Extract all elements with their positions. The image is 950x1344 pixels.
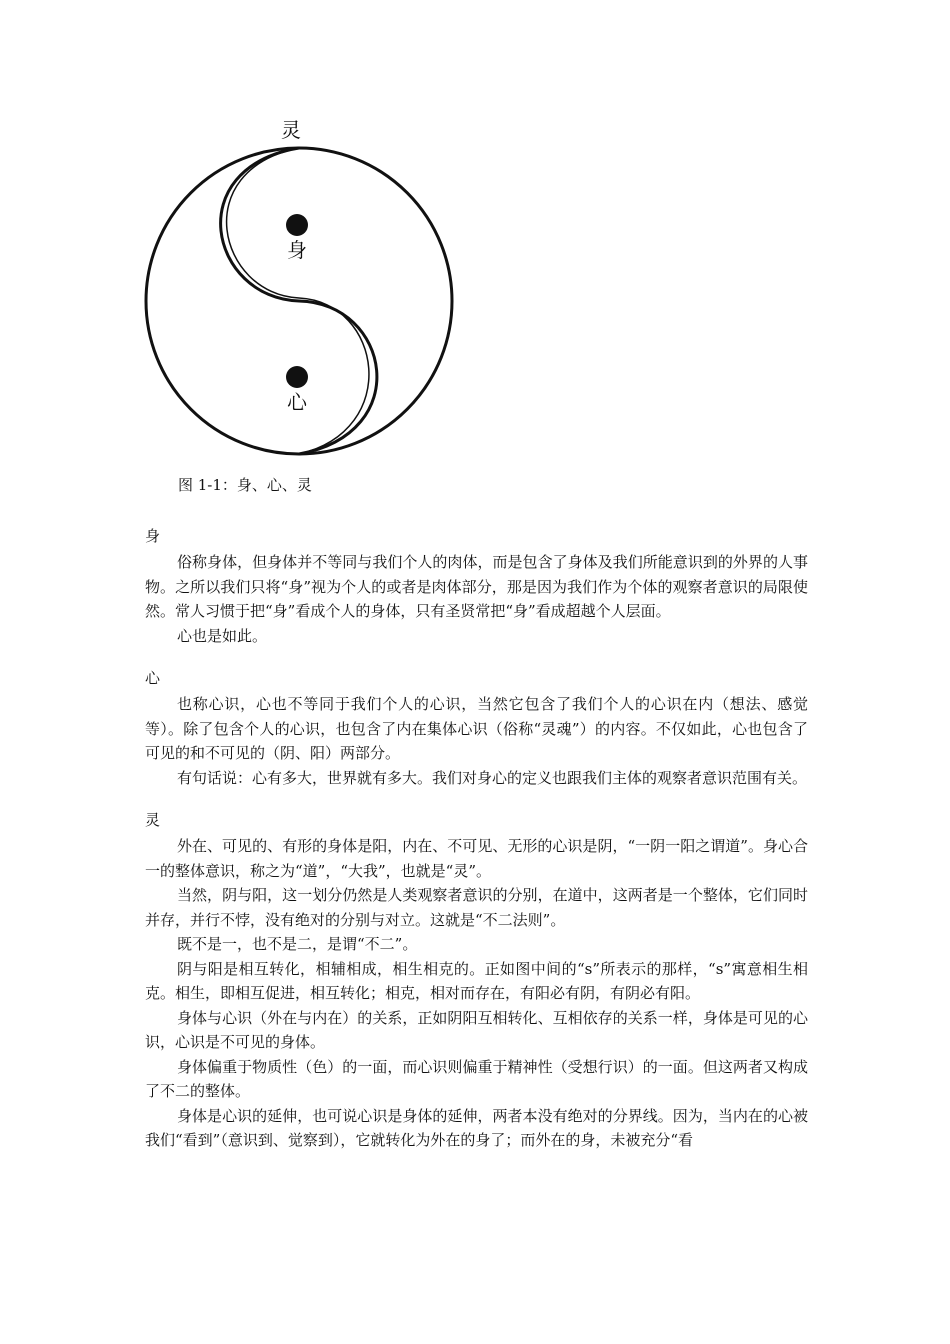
yin-yang-figure [140,118,460,463]
paragraph: 身体是心识的延伸，也可说心识是身体的延伸，两者本没有绝对的分界线。因为，当内在的心被我们“看到”（意识到、觉察到），它就转化为外在的身了；而外在的身，未被充分“看 [145,1106,808,1149]
body-text [145,524,808,1171]
section-heading: 灵 [145,811,161,829]
section-shen [145,524,808,648]
section-xin [145,666,808,790]
paragraph: 有句话说：心有多大，世界就有多大。我们对身心的定义也跟我们主体的观察者意识范围有关。 [177,768,808,787]
paragraph: 外在、可见的、有形的身体是阳，内在、不可见、无形的心识是阴，“一阴一阳之谓道”。身心合一的整体意识，称之为“道”，“大我”，也就是“灵”。 [145,837,808,880]
section-heading: 身 [145,527,161,545]
paragraph: 当然，阴与阳，这一划分仍然是人类观察者意识的分别，在道中，这两者是一个整体，它们同时并存，并行不悖，没有绝对的分别与对立。这就是“不二法则”。 [145,886,808,929]
figure-caption: 图 1-1：身、心、灵 [178,476,312,494]
paragraph: 心也是如此。 [177,626,268,645]
label-xin: 心 [287,390,307,414]
lower-dot [286,366,308,388]
paragraph: 既不是一，也不是二，是谓“不二”。 [177,935,418,953]
label-shen: 身 [287,238,307,262]
paragraph: 身体偏重于物质性（色）的一面，而心识则偏重于精神性（受想行识）的一面。但这两者又构成了不二的整体。 [145,1057,808,1100]
section-ling [145,808,808,1153]
paragraph: 身体与心识（外在与内在）的关系，正如阴阳互相转化、互相依存的关系一样，身体是可见的心识，心识是不可见的身体。 [145,1008,808,1051]
paragraph: 阴与阳是相互转化，相辅相成，相生相克的。正如图中间的“s”所表示的那样，“s”寓意相生相克。相生，即相互促进，相互转化；相克，相对而存在，有阳必有阴，有阴必有阳。 [145,959,808,1002]
paragraph: 也称心识，心也不等同于我们个人的心识，当然它包含了我们个人的心识在内（想法、感觉等）。除了包含个人的心识，也包含了内在集体心识（俗称“灵魂”）的内容。不仅如此，心也包含了可见的和不可见的（阴、阳）两部分。 [145,695,808,762]
section-heading: 心 [145,669,161,687]
upper-dot [286,214,308,236]
paragraph: 俗称身体，但身体并不等同与我们个人的肉体，而是包含了身体及我们所能意识到的外界的人事物。之所以我们只将“身”视为个人的或者是肉体部分，那是因为我们作为个体的观察者意识的局限使然。常人习惯于把“身”看成个人的身体，只有圣贤常把“身”看成超越个人层面。 [145,553,808,620]
label-ling: 灵 [281,118,301,142]
